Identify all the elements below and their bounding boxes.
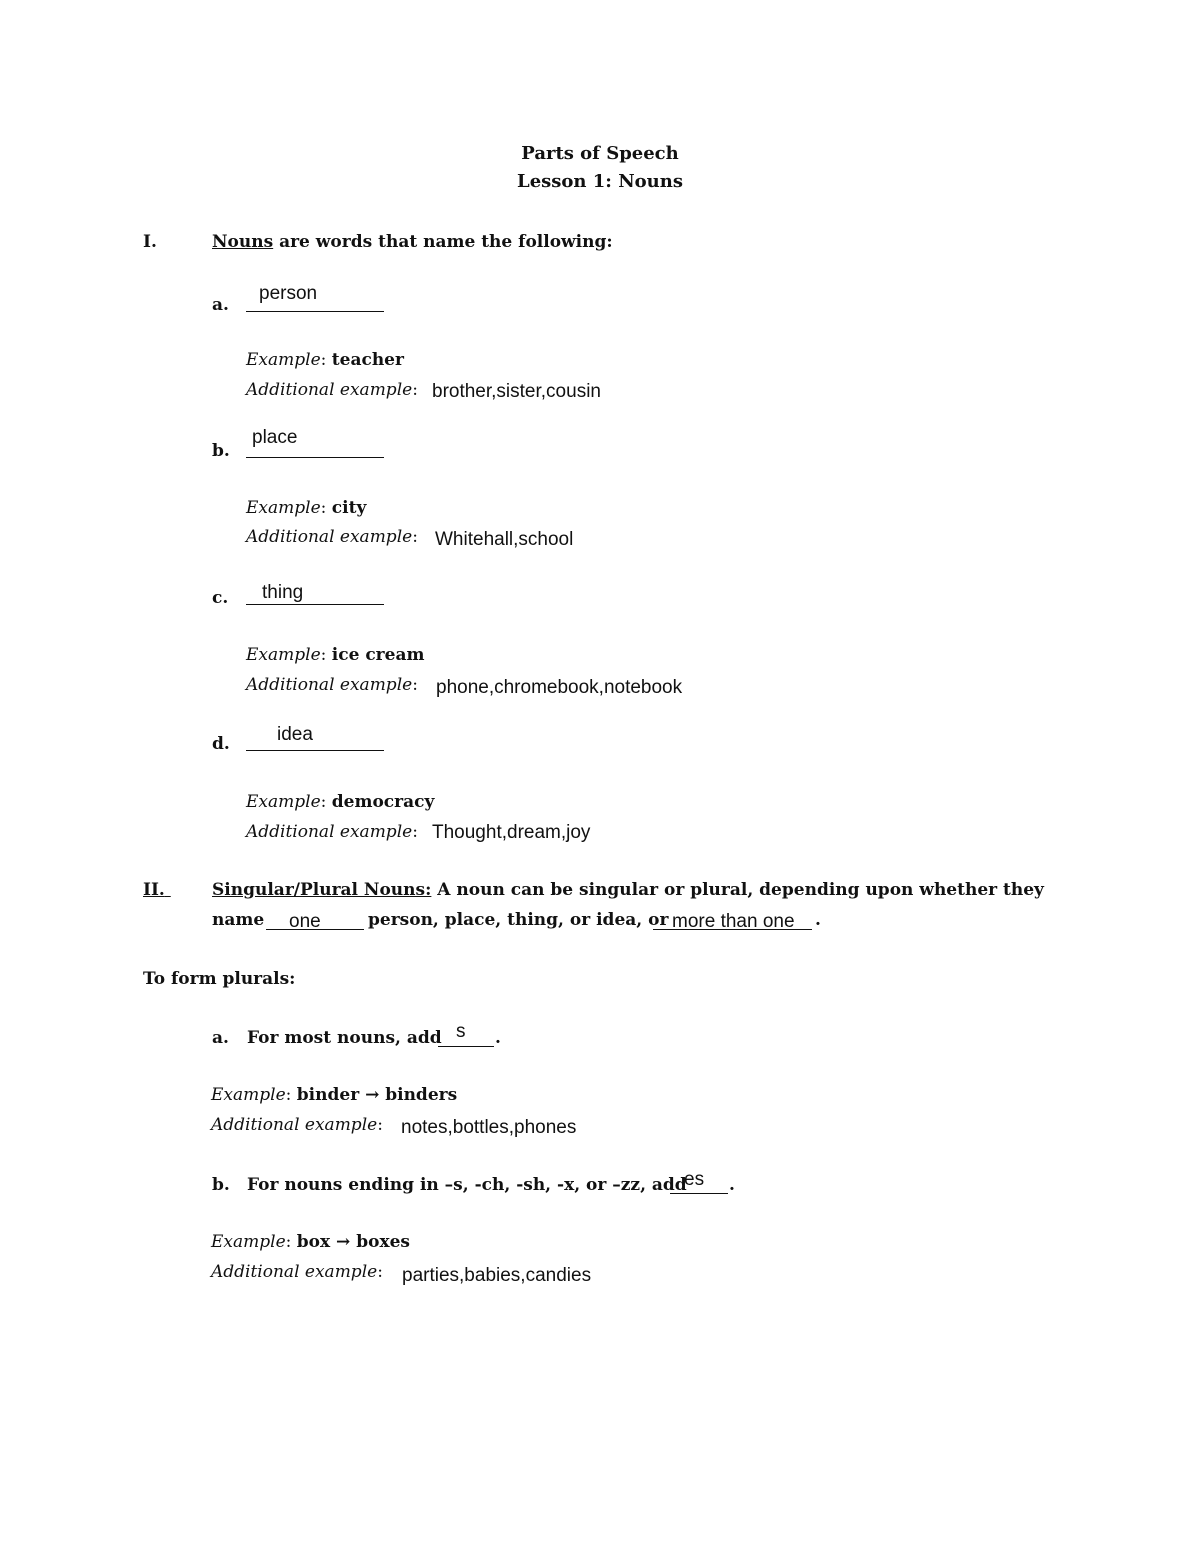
additional-label: Additional example: [246, 822, 413, 842]
blank-one-answer: one: [289, 911, 321, 932]
item-c-blank: [246, 604, 384, 605]
additional-label: Additional example: [211, 1262, 378, 1282]
item-c-additional-answer: phone,chromebook,notebook: [436, 677, 683, 698]
item-c-example: Example: ice cream: [246, 645, 425, 665]
nouns-heading-rest: are words that name the following:: [273, 232, 613, 252]
example-value: city: [331, 498, 367, 518]
section-2-line1-rest: A noun can be singular or plural, depending upon whether they: [431, 880, 1044, 900]
singular-plural-term: Singular/Plural Nouns:: [212, 880, 432, 900]
section-2-line2-end: .: [815, 910, 821, 930]
section-2-numeral: [143, 880, 213, 900]
item-d-blank: [246, 750, 384, 751]
rule-a-letter: a.: [212, 1028, 229, 1048]
plurals-heading: To form plurals:: [143, 969, 296, 989]
page-title: Parts of Speech: [521, 143, 679, 164]
rule-a-additional: Additional example:: [211, 1115, 383, 1135]
item-b-letter: b.: [212, 441, 230, 461]
example-label: Example: [246, 792, 321, 812]
item-a-additional-answer: brother,sister,cousin: [432, 381, 601, 402]
blank-more-than-one-answer: more than one: [672, 911, 795, 932]
item-d-additional-answer: Thought,dream,joy: [432, 822, 591, 843]
item-d-additional: Additional example:: [246, 822, 418, 842]
rule-b-additional: Additional example:: [211, 1262, 383, 1282]
numeral-underline-gap: [165, 880, 213, 900]
rule-a-answer: s: [456, 1021, 466, 1042]
item-a-blank: [246, 311, 384, 312]
item-a-additional: Additional example:: [246, 380, 418, 400]
example-label: Example: [246, 350, 321, 370]
additional-label: Additional example: [246, 380, 413, 400]
example-value: ice cream: [331, 645, 425, 665]
example-label: Example: [211, 1232, 286, 1252]
nouns-term: Nouns: [212, 232, 274, 252]
section-2-heading: [212, 880, 1044, 900]
rule-a-blank: [438, 1046, 494, 1047]
rule-b-end: .: [729, 1175, 735, 1195]
rule-b-answer: es: [684, 1169, 705, 1190]
example-value: teacher: [331, 350, 404, 370]
section-1-numeral: I.: [143, 232, 157, 252]
example-label: Example: [246, 498, 321, 518]
example-value: binder → binders: [296, 1085, 458, 1105]
rule-b-additional-answer: parties,babies,candies: [402, 1265, 592, 1286]
additional-label: Additional example: [246, 675, 413, 695]
page-subtitle: Lesson 1: Nouns: [517, 171, 683, 192]
item-b-additional-answer: Whitehall,school: [435, 529, 574, 550]
item-d-answer: idea: [277, 724, 313, 745]
item-a-letter: a.: [212, 295, 229, 315]
example-value: democracy: [331, 792, 435, 812]
rule-b-text: For nouns ending in –s, -ch, -sh, -x, or –zz, add: [247, 1175, 687, 1195]
rule-a-text: For most nouns, add: [247, 1028, 442, 1048]
item-d-letter: d.: [212, 734, 230, 754]
item-a-example: Example: teacher: [246, 350, 404, 370]
item-a-answer: person: [259, 283, 318, 304]
rule-b-letter: b.: [212, 1175, 230, 1195]
rule-a-additional-answer: notes,bottles,phones: [401, 1117, 577, 1138]
item-b-additional: Additional example:: [246, 527, 418, 547]
item-c-additional: Additional example:: [246, 675, 418, 695]
item-b-answer: place: [252, 427, 298, 448]
example-label: Example: [246, 645, 321, 665]
section-1-heading: [212, 232, 613, 252]
section-2-numeral-text: II.: [143, 880, 165, 900]
rule-b-example: Example: box → boxes: [211, 1232, 410, 1252]
example-value: box → boxes: [296, 1232, 410, 1252]
item-b-blank: [246, 457, 384, 458]
item-c-answer: thing: [262, 582, 304, 603]
rule-a-example: Example: binder → binders: [211, 1085, 458, 1105]
rule-b-blank: [670, 1193, 728, 1194]
item-d-example: Example: democracy: [246, 792, 435, 812]
item-c-letter: c.: [212, 588, 229, 608]
rule-a-end: .: [495, 1028, 501, 1048]
example-label: Example: [211, 1085, 286, 1105]
section-2-line2-mid: person, place, thing, or idea, or: [368, 910, 669, 930]
additional-label: Additional example: [211, 1115, 378, 1135]
additional-label: Additional example: [246, 527, 413, 547]
section-2-line2-start: name: [212, 910, 265, 930]
item-b-example: Example: city: [246, 498, 367, 518]
